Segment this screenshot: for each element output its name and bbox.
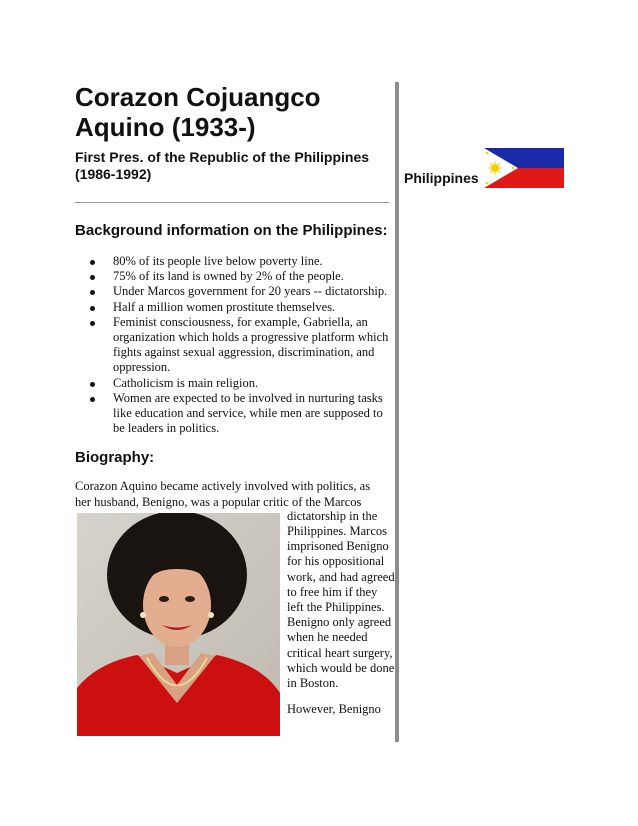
biography-intro: Corazon Aquino became actively involved with politics, as her husband, Benigno, was a popular critic of the Marcos [75,479,371,509]
biography-row [75,508,395,736]
background-list [75,254,389,436]
bullet-icon [90,260,95,265]
bullet-icon [90,382,95,387]
list-item-text: Catholicism is main religion. [113,375,259,390]
bullet-icon [90,321,95,326]
list-item [75,376,389,391]
list-item [75,315,389,376]
biography-continued: dictatorship in the Philippines. Marcos imprisoned Benigno for his oppositional work, and had agreed to free him if they left the Philippines. Benigno only agreed when he needed critical heart surgery, which would be done in Boston. [287,508,395,691]
bullet-icon [90,306,95,311]
list-item [75,269,389,284]
portrait-illustration [77,513,280,736]
subtitle-line-2: (1986-1992) [75,166,152,182]
list-item-text: Half a million women prostitute themselves. [113,299,336,314]
bullet-icon [90,275,95,280]
list-item [75,284,389,299]
main-column [75,82,395,736]
title-line-1: Corazon Cojuangco [75,82,321,112]
subtitle-line-1: First Pres. of the Republic of the Philippines [75,149,370,165]
biography-next: However, Benigno [287,702,381,717]
bullet-icon [90,290,95,295]
title-line-2: Aquino (1933-) [75,112,256,142]
country-label: Philippines [404,170,479,186]
philippines-flag-icon [484,148,564,188]
horizontal-divider [75,202,389,203]
bullet-icon [90,397,95,402]
vertical-divider [395,82,399,742]
list-item [75,391,389,437]
portrait-image [77,513,280,736]
background-heading: Background information on the Philippines: [75,222,388,239]
list-item-text: 80% of its people live below poverty line. [113,254,323,268]
list-item [75,254,389,269]
biography-heading: Biography: [75,449,155,467]
list-item-text: 75% of its land is owned by 2% of the people. [113,269,344,284]
page-subtitle [75,149,389,183]
list-item-text: Feminist consciousness, for example, Gabriella, an organization which holds a progressive platform which fights against sexual aggression, discrimination, and oppression. [113,314,389,375]
page-title [75,82,389,142]
list-item [75,300,389,315]
biography-sidebar-text [287,509,397,729]
list-item-text: Under Marcos government for 20 years -- dictatorship. [113,284,388,299]
list-item-text: Women are expected to be involved in nurturing tasks like education and service, while men are supposed to be leaders in politics. [113,390,383,436]
